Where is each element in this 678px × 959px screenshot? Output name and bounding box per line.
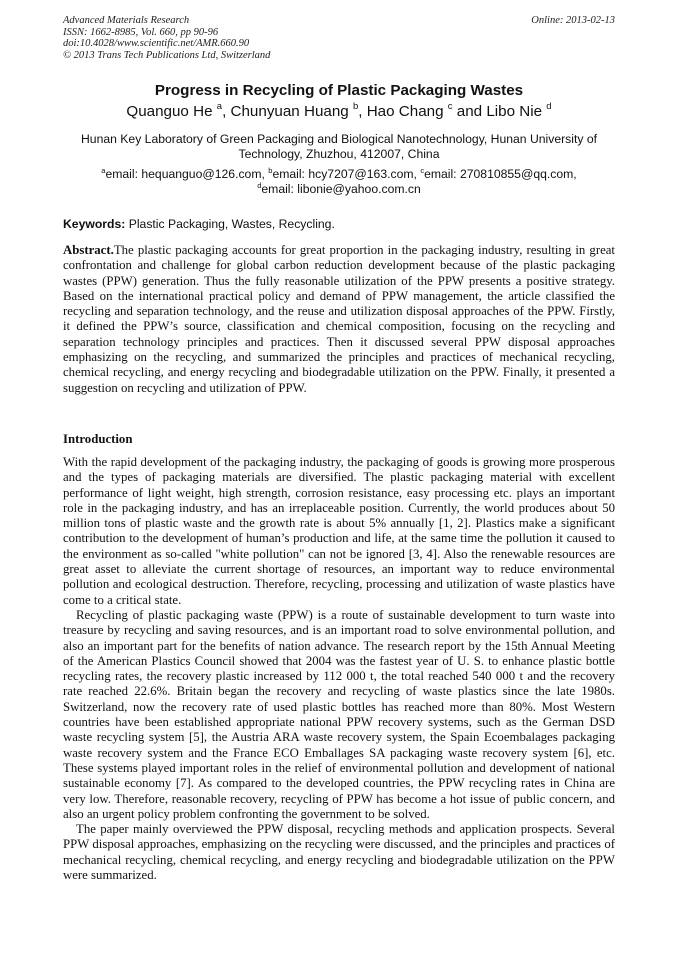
journal-header: [63, 15, 443, 61]
author-list: [30, 102, 648, 122]
abstract-label: Abstract.: [63, 243, 114, 257]
introduction-body: [63, 455, 615, 883]
journal-issn: ISSN: 1662-8985, Vol. 660, pp 90-96: [63, 26, 219, 38]
intro-paragraph-3: The paper mainly overviewed the PPW disposal, recycling methods and application prospects. Several PPW disposal approaches, emphasizing on the recycling were discussed, and the principles and practices of mechanical recycling, chemical recycling, and energy recycling and biodegradable utilization on the PPW were summarized.: [63, 822, 615, 883]
author-emails: [63, 167, 615, 198]
author: Chunyuan Huang $^b$,: [230, 101, 367, 120]
email-a: $^a$email: hequanguo@126.com,: [101, 166, 269, 181]
author: Quanguo He $^a$,: [126, 101, 231, 120]
email-b: $^b$email: hcy7207@163.com,: [268, 166, 421, 181]
intro-paragraph-1: With the rapid development of the packaging industry, the packaging of goods is growing more prosperous and the types of packaging materials are diversified. The plastic packaging material with excellent performance of light weight, high strength, corrosion resistance, easy processing etc. plays an important role in the packaging industry, and has an irreplaceable position. Currently, the world produces about 50 million tons of plastic waste and the growth rate is about 5% annually [1, 2]. Plastics make a significant contribution to the development of human’s production and life, at the same time the pollution it caused to the environment as so-called "white pollution" can not be ignored [3, 4]. Also the renewable resources are great asset to alleviate the current shortage of resources, an important way to reduce environmental pollution and ecological destruction. Therefore, recycling, processing and utilization of waste plastics have come to a critical state.: [63, 455, 615, 607]
email-d: $^d$email: libonie@yahoo.com.cn: [257, 181, 421, 197]
author: Hao Chang $^c$ and: [366, 101, 487, 120]
keywords-label: Keywords:: [63, 217, 126, 231]
abstract: [63, 243, 615, 396]
section-heading-introduction: Introduction: [63, 432, 133, 446]
keywords-text: Plastic Packaging, Wastes, Recycling.: [125, 217, 335, 231]
journal-name: Advanced Materials Research: [63, 15, 190, 26]
keywords: [63, 217, 615, 232]
email-c: $^c$email: 270810855@qq.com,: [420, 166, 577, 181]
online-date: Online: 2013-02-13: [531, 15, 615, 26]
intro-paragraph-2: Recycling of plastic packaging waste (PPW) is a route of sustainable development to turn waste into treasure by recycling and saving resources, and is an important road to solve environmental pollution, and also an important part for the benefits of nation advance. The research report by the 15th Annual Meeting of the American Plastics Council showed that 2004 was the fastest year of U. S. to enhance plastic bottle recycling rates, the recovery plastic increased by 112 000 t, the total reached 540 000 t and the recovery rate reached 22.6%. Britain began the recovery and recycling of waste plastics since the late 1980s. Switzerland, now the recovery rate of used plastic bottles has reached more than 80%. Most Western countries have been established appropriate national PPW recovery systems, such as the German DSD waste recycling system [5], the Austria ARA waste recovery system, the Spain Ecoembalages packaging waste recovery system and the France ECO Emballages SA packaging waste recovery system [6], etc. These systems played important roles in the relief of environmental pollution and development of national sustainable economy [7]. As compared to the developed countries, the PPW recycling rates in China are very low. Therefore, reasonable recovery, recycling of PPW has become a hot issue of public concern, and also an urgent policy problem confronting the government to be solved.: [63, 607, 615, 821]
affiliation: Hunan Key Laboratory of Green Packaging and Biological Nanotechnology, Hunan University of Technology, Zhuzhou, 412007, China: [80, 132, 598, 162]
paper-title: Progress in Recycling of Plastic Packaging Wastes: [154, 82, 524, 99]
abstract-text: The plastic packaging accounts for great proportion in the packaging industry, resulting in great confrontation and challenge for global carbon reduction development because of the plastic packaging wastes (PPW) generation. Thus the fully reasonable utilization of the PPW presents a positive strategy. Based on the international practical policy and demand of PPW management, the article classified the recycling and separation technology, and the reuse and utilization disposal approaches of the PPW. Firstly, it defined the PPW’s source, classification and chemical composition, focusing on the recycling and separation technology principles and practices. Then it discussed several PPW disposal approaches emphasizing on the recycling, and summarized the principles and practices of mechanical recycling, chemical recycling, and energy recycling and biodegradable utilization on the PPW. Finally, it presented a suggestion on recycling and utilization of PPW.: [63, 243, 615, 395]
author: Libo Nie $^d$: [486, 101, 552, 120]
journal-doi: doi:10.4028/www.scientific.net/AMR.660.90: [63, 38, 250, 50]
journal-copyright: © 2013 Trans Tech Publications Ltd, Switzerland: [63, 49, 271, 61]
